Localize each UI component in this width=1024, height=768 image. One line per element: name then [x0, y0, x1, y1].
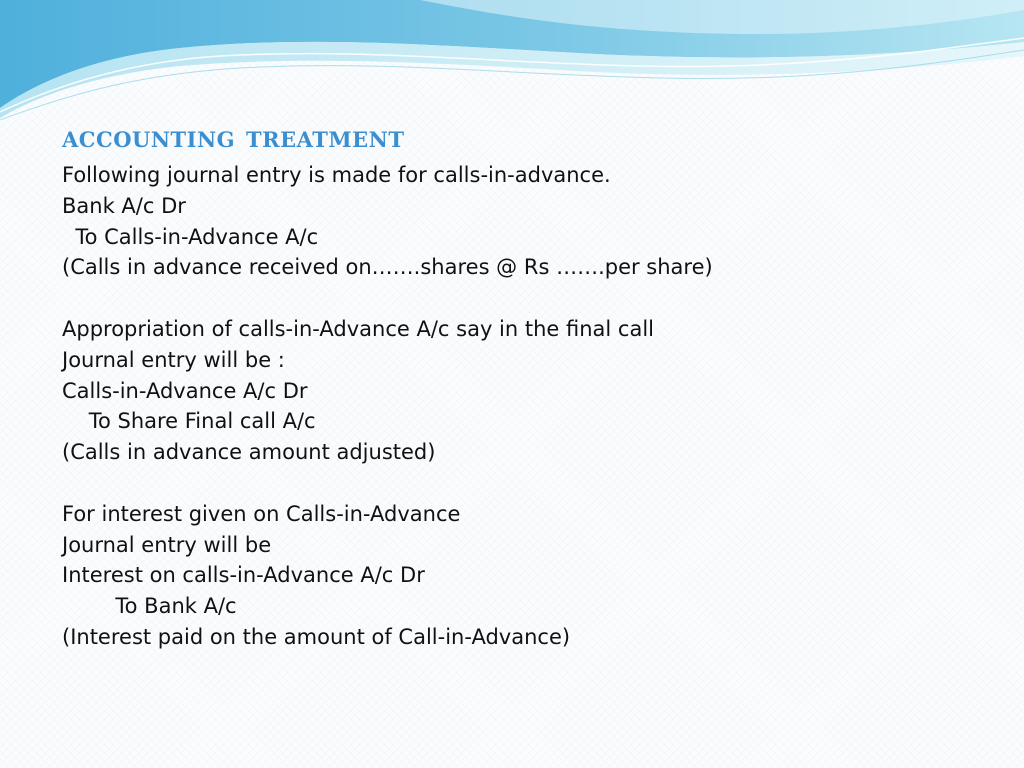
text-line: Bank A/c Dr: [62, 193, 186, 218]
header-wave-decoration: [0, 0, 1024, 130]
paragraph-gap: [62, 468, 962, 499]
text-line: (Calls in advance received on…….shares @ Rs …….per share): [62, 255, 713, 280]
text-line: (Interest paid on the amount of Call-in-Advance): [62, 624, 571, 649]
text-line: Following journal entry is made for calls-in-advance.: [62, 163, 611, 187]
text-line: Journal entry will be: [62, 532, 272, 557]
slide-content: [62, 118, 962, 653]
text-line: Appropriation of calls-in-Advance A/c say in the final call: [62, 316, 654, 341]
text-line: Calls-in-Advance A/c Dr: [62, 378, 308, 403]
text-line: To Calls-in-Advance A/c: [62, 224, 319, 249]
slide-title: accounting treatment: [62, 120, 405, 155]
text-line: To Bank A/c: [62, 594, 237, 619]
text-line: (Calls in advance amount adjusted): [62, 440, 436, 465]
text-line: Interest on calls-in-Advance A/c Dr: [62, 563, 425, 588]
text-line: Journal entry will be :: [62, 347, 285, 372]
text-line: To Share Final call A/c: [62, 409, 316, 434]
text-line: For interest given on Calls-in-Advance: [62, 501, 461, 526]
paragraph-gap: [62, 283, 962, 314]
